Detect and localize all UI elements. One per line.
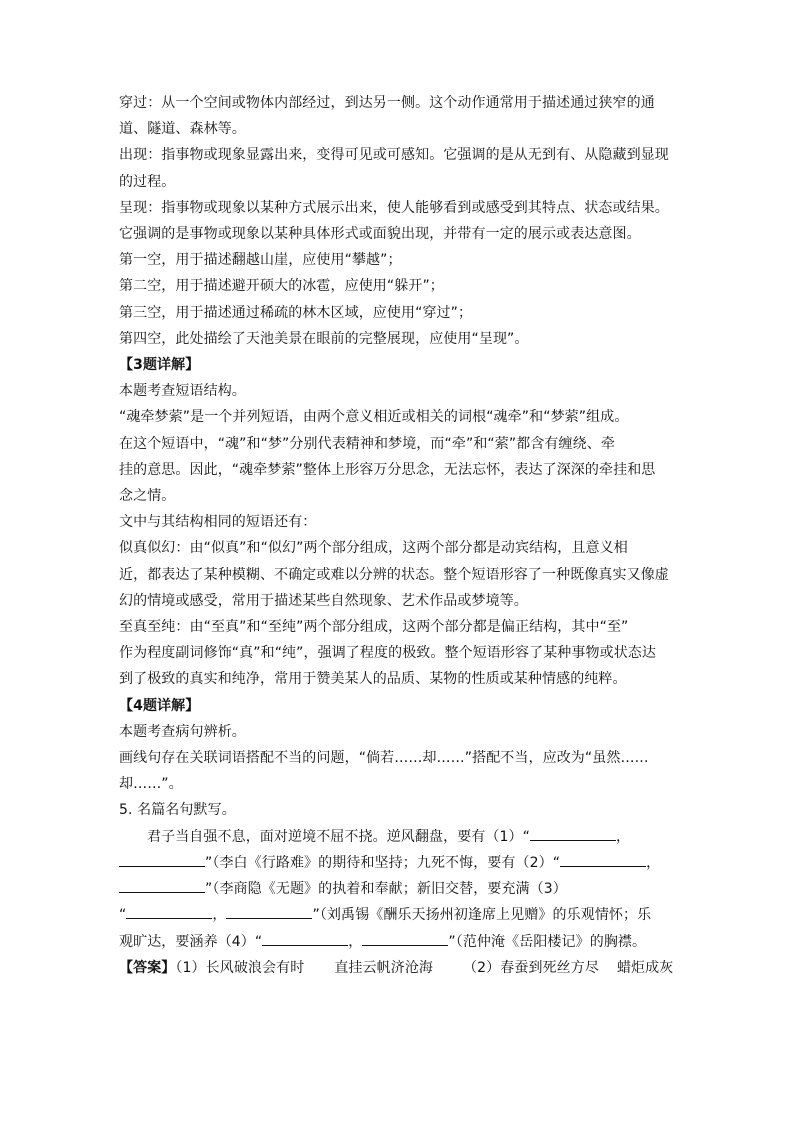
fill-blank bbox=[560, 851, 646, 867]
quiz-text: ， bbox=[646, 854, 661, 871]
quiz-text: ”（范仲淹《岳阳楼记》的胸襟。 bbox=[448, 933, 647, 950]
quiz-text: ”（刘禹锡《酬乐天扬州初逢席上见赠》的乐观情怀；乐 bbox=[312, 907, 652, 924]
fill-blank bbox=[530, 825, 616, 841]
fill-blank bbox=[119, 851, 205, 867]
text-line: 近，都表达了某种模糊、不确定或难以分辨的状态。整个短语形容了一种既像真实又像虚 bbox=[119, 566, 669, 583]
text-line: 的过程。 bbox=[119, 173, 176, 190]
text-line: 挂的意思。因此，“魂牵梦萦”整体上形容万分思念，无法忘怀，表达了深深的牵挂和思 bbox=[119, 461, 656, 478]
text-line: 似真似幻：由“似真”和“似幻”两个部分组成，这两个部分都是动宾结构，且意义相 bbox=[119, 540, 628, 557]
text-line: 念之情。 bbox=[119, 488, 176, 505]
fill-blank bbox=[226, 903, 312, 919]
fill-blank bbox=[362, 930, 448, 946]
text-line: 画线句存在关联词语搭配不当的问题，“倘若……却……”搭配不当，应改为“虽然…… bbox=[119, 750, 649, 767]
question-title: 5. 名篇名句默写。 bbox=[119, 802, 236, 819]
quiz-text: 观旷达，要涵养（4）“ bbox=[119, 933, 263, 950]
section-heading-4: 【4题详解】 bbox=[119, 697, 200, 714]
text-line: 第二空，用于描述避开硕大的冰雹，应使用“躲开”； bbox=[119, 278, 444, 295]
text-line: 至真至纯：由“至真”和“至纯”两个部分组成，这两个部分都是偏正结构，其中“至” bbox=[119, 619, 629, 636]
text-line: 作为程度副词修饰“真”和“纯”，强调了程度的极致。整个短语形容了某种事物或状态达 bbox=[119, 645, 657, 662]
text-line: “魂牵梦萦”是一个并列短语，由两个意义相近或相关的词根“魂牵”和“梦萦”组成。 bbox=[119, 409, 629, 426]
quiz-line bbox=[119, 850, 679, 876]
quiz-text: “ bbox=[119, 907, 127, 924]
text-line: 第一空，用于描述翻越山崖，应使用“攀越”； bbox=[119, 252, 402, 269]
text-line: 道、隧道、森林等。 bbox=[119, 121, 246, 138]
text-line: 在这个短语中，“魂”和“梦”分别代表精神和梦境，而“牵”和“萦”都含有缠绕、牵 bbox=[119, 435, 615, 452]
quiz-text: ， bbox=[212, 907, 227, 924]
text-line: 穿过：从一个空间或物体内部经过，到达另一侧。这个动作通常用于描述通过狭窄的通 bbox=[119, 95, 655, 111]
text-line: 它强调的是事物或现象以某种具体形式或面貌出现，并带有一定的展示或表达意图。 bbox=[119, 226, 641, 243]
quiz-text: ”（李商隐《无题》的执着和奉献；新旧交替，要充满（3） bbox=[205, 881, 567, 898]
answer-text: 蜡炬成灰 bbox=[616, 959, 674, 976]
answer-line bbox=[119, 955, 679, 981]
text-line: 幻的情境或感受，常用于描述某些自然现象、艺术作品或梦境等。 bbox=[119, 592, 528, 609]
quiz-line bbox=[119, 929, 679, 955]
text-line: 本题考查短语结构。 bbox=[119, 383, 246, 400]
text-line: 出现：指事物或现象显露出来，变得可见或可感知。它强调的是从无到有、从隐藏到显现 bbox=[119, 147, 669, 164]
document-body bbox=[119, 90, 679, 981]
fill-blank bbox=[119, 877, 205, 893]
quiz-line bbox=[119, 876, 679, 902]
fill-blank bbox=[126, 903, 212, 919]
quiz-text: ， bbox=[615, 828, 631, 845]
text-line: 本题考查病句辨析。 bbox=[119, 723, 246, 740]
quiz-line bbox=[119, 824, 679, 850]
text-line: 到了极致的真实和纯净，常用于赞美某人的品质、某物的性质或某种情感的纯粹。 bbox=[119, 671, 627, 688]
section-heading-3: 【3题详解】 bbox=[119, 357, 200, 374]
quiz-text: ”（李白《行路难》的期待和坚持；九死不悔，要有（2）“ bbox=[205, 854, 561, 871]
text-line: 文中与其结构相同的短语还有： bbox=[119, 514, 317, 531]
answer-text: 直挂云帆济沧海 bbox=[334, 959, 434, 976]
answer-label: 【答案】 bbox=[119, 959, 176, 976]
quiz-line bbox=[119, 902, 679, 928]
text-line: 第三空，用于描述通过稀疏的林木区域，应使用“穿过”； bbox=[119, 304, 473, 321]
text-line: 呈现：指事物或现象以某种方式展示出来，使人能够看到或感受到其特点、状态或结果。 bbox=[119, 199, 669, 216]
text-line: 却……”。 bbox=[119, 776, 183, 793]
quiz-text: ， bbox=[348, 933, 363, 950]
fill-blank bbox=[262, 930, 348, 946]
text-line: 第四空，此处描绘了天池美景在眼前的完整展现，应使用“呈现”。 bbox=[119, 330, 529, 347]
answer-text: （2）春蚕到死丝方尽 bbox=[463, 959, 599, 976]
quiz-text: 君子当自强不息，面对逆境不屈不挠。逆风翻盘，要有（1）“ bbox=[147, 828, 530, 845]
answer-text: （1）长风破浪会有时 bbox=[175, 959, 305, 976]
